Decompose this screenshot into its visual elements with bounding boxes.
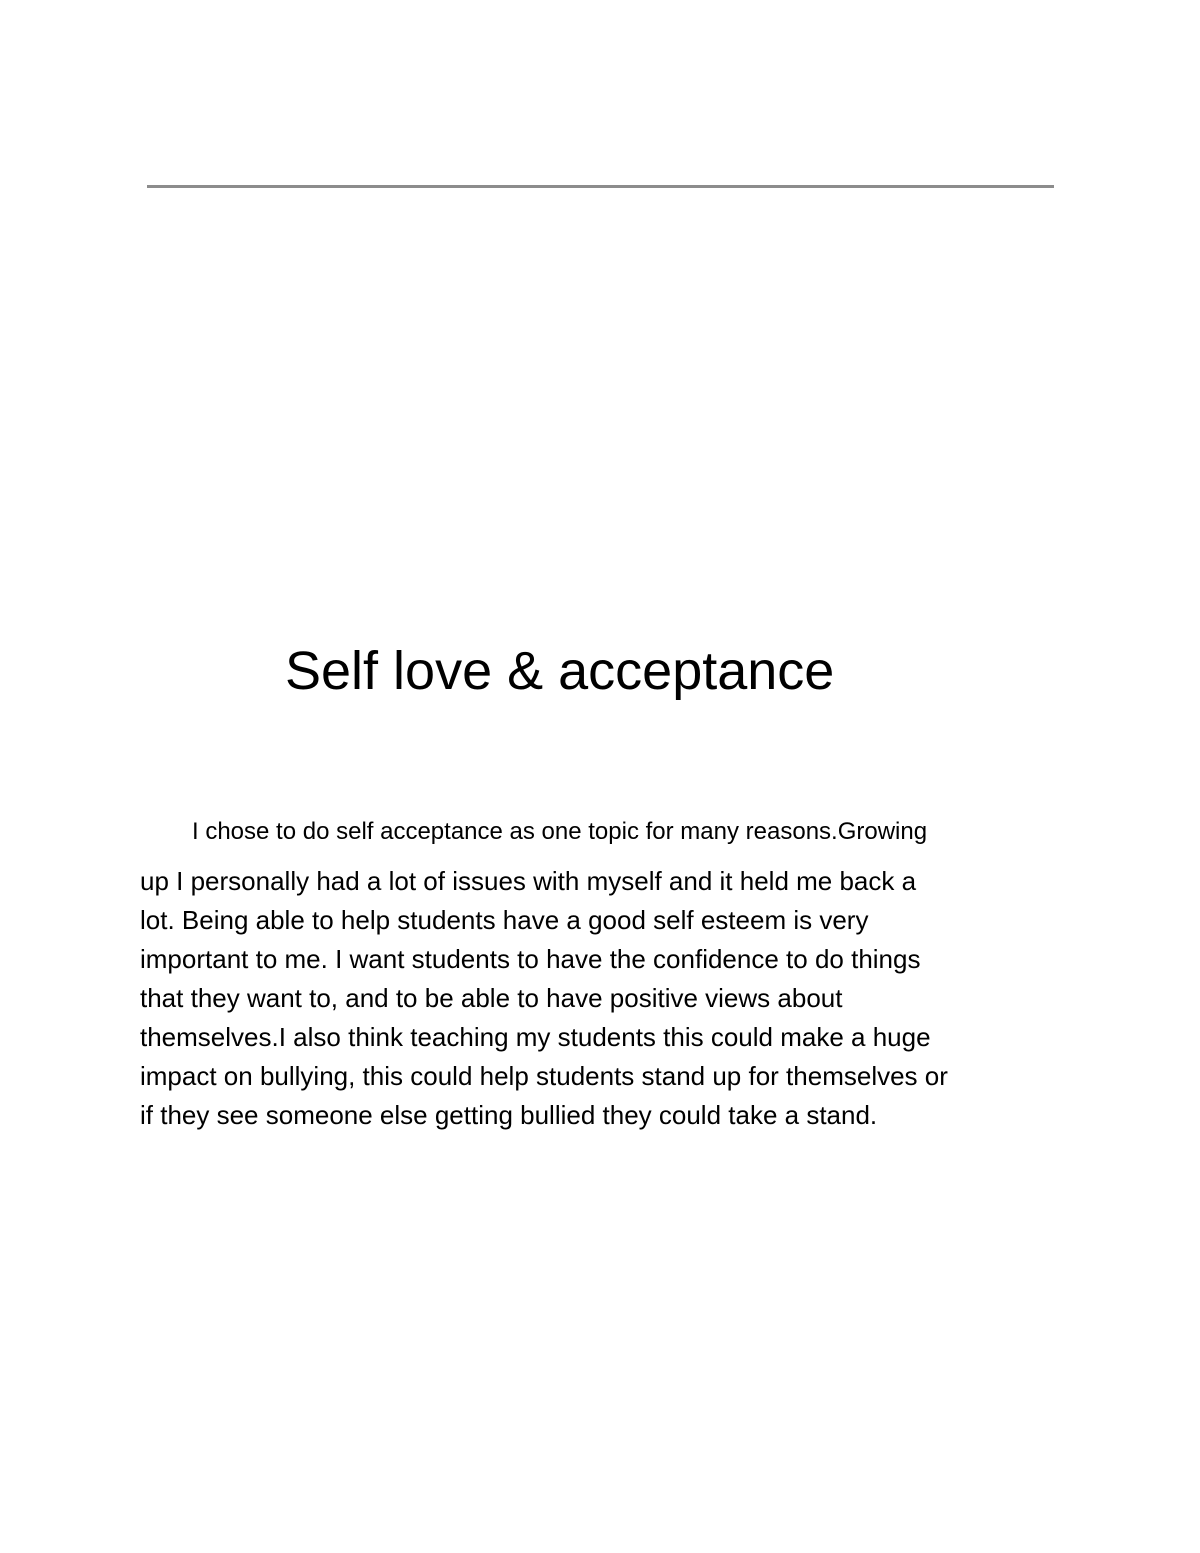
header-divider <box>147 185 1054 188</box>
paragraph-line-6: themselves.I also think teaching my students this could make a huge <box>140 1022 931 1052</box>
page-title: Self love & acceptance <box>285 641 835 701</box>
paragraph-line-2: up I personally had a lot of issues with myself and it held me back a <box>140 866 917 896</box>
paragraph-line-5: that they want to, and to be able to have positive views about <box>140 983 843 1013</box>
paragraph-line-7: impact on bullying, this could help students stand up for themselves or <box>140 1061 948 1091</box>
paragraph-line-4: important to me. I want students to have the confidence to do things <box>140 944 921 974</box>
paragraph-body <box>140 862 1080 1135</box>
paragraph-first-line <box>140 815 1070 849</box>
paragraph-line-3: lot. Being able to help students have a good self esteem is very <box>140 905 869 935</box>
paragraph-line-8: if they see someone else getting bullied they could take a stand. <box>140 1100 878 1130</box>
paragraph-line-1: I chose to do self acceptance as one topic for many reasons.Growing <box>192 818 928 845</box>
